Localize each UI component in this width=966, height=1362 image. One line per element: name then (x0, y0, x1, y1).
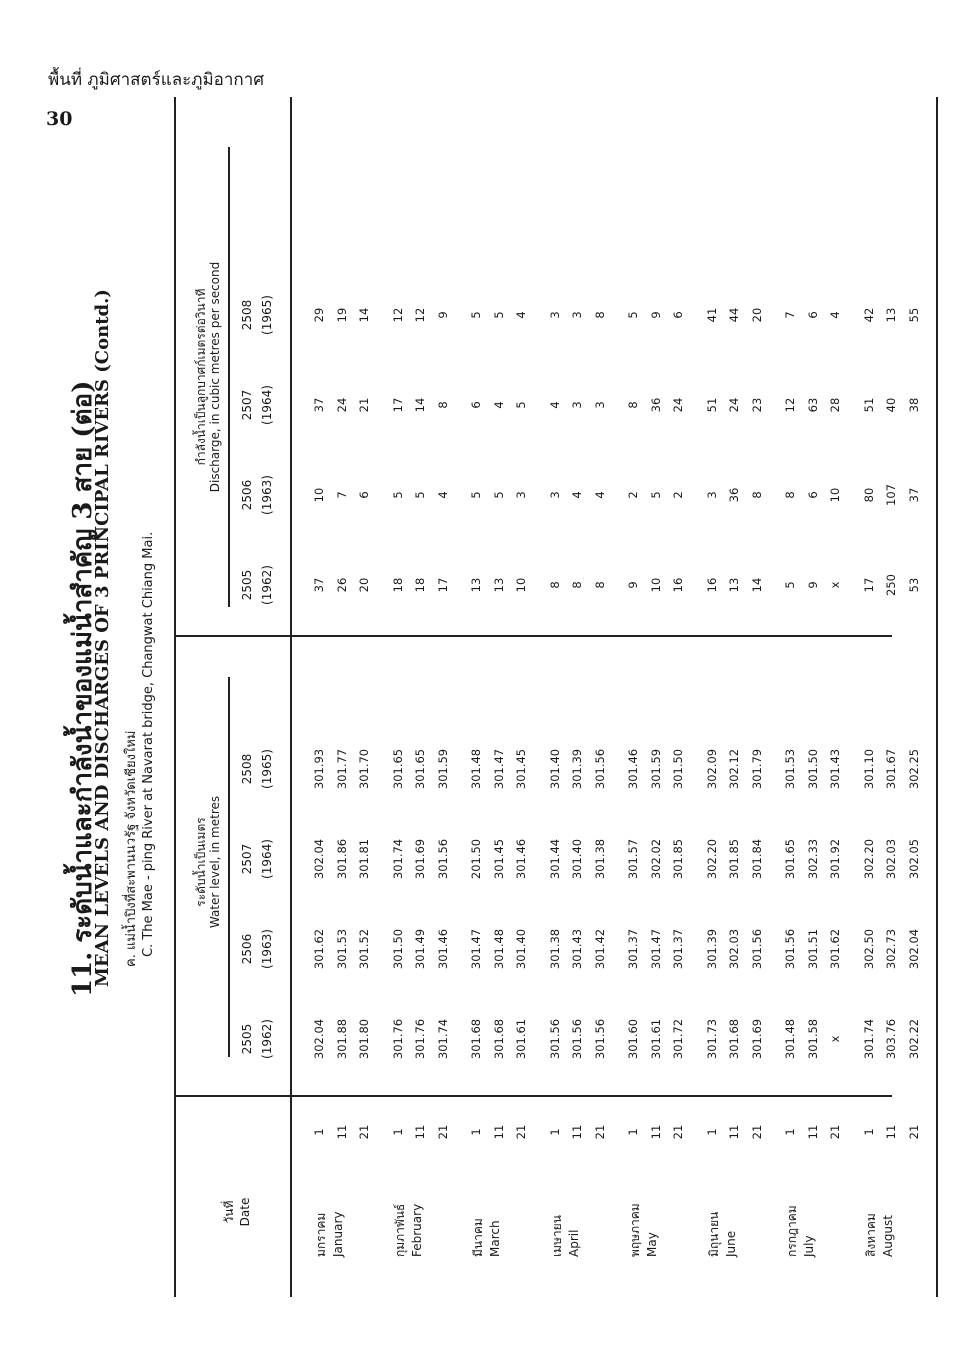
level-cell: 301.67 (884, 748, 898, 790)
table-title-thai: 11. ระดับน้ำและกำลังน้ำของแม่น้ำสำคัญ 3 สาย (ต่อ) (68, 380, 98, 997)
discharge-year-ce: (1964) (260, 385, 274, 425)
level-year-ce: (1965) (260, 749, 274, 789)
level-cell: 302.20 (861, 838, 876, 880)
level-cell: 301.38 (592, 838, 607, 880)
level-cell: 301.48 (491, 928, 506, 970)
level-cell: 301.74 (861, 1018, 876, 1060)
level-cell: 301.68 (491, 1018, 506, 1060)
discharge-cell: 5 (626, 311, 640, 319)
level-cell: 301.44 (547, 838, 562, 880)
level-cell: 301.39 (704, 928, 719, 970)
level-cell: 301.48 (469, 748, 483, 790)
level-cell: 301.53 (334, 928, 349, 970)
level-cell: 301.45 (491, 838, 506, 880)
level-cell: 302.25 (906, 748, 921, 790)
day-cell: 11 (413, 1124, 427, 1140)
discharge-cell: 8 (547, 581, 562, 589)
discharge-year-be: 2505 (240, 569, 254, 601)
discharge-cell: 16 (704, 577, 719, 593)
level-cell: 301.39 (570, 748, 584, 790)
discharge-cell: 26 (334, 577, 349, 593)
discharge-cell: 14 (749, 577, 764, 593)
discharge-cell: 5 (469, 491, 483, 499)
discharge-cell: 24 (334, 397, 349, 413)
discharge-cell: 55 (906, 307, 921, 323)
table-header-rule (290, 97, 292, 1297)
discharge-cell: 12 (413, 307, 427, 323)
discharge-cell: 21 (357, 397, 371, 413)
discharge-cell: 3 (592, 401, 607, 409)
discharge-cell: 5 (390, 491, 405, 499)
day-cell: 1 (783, 1128, 797, 1136)
level-cell: 301.93 (312, 748, 326, 790)
level-cell: 301.52 (357, 928, 371, 970)
day-cell: 21 (749, 1124, 764, 1140)
discharge-year-be: 2506 (240, 479, 254, 511)
discharge-cell: 5 (514, 401, 528, 409)
level-cell: 301.49 (413, 928, 427, 970)
discharge-cell: 8 (626, 401, 640, 409)
level-cell: 302.09 (704, 748, 719, 790)
level-cell: 302.05 (906, 838, 921, 880)
level-cell: 301.37 (671, 928, 685, 970)
page-number: 30 (46, 108, 73, 130)
discharge-cell: 41 (704, 307, 719, 323)
level-cell: 301.51 (805, 928, 820, 970)
day-cell: 11 (648, 1124, 663, 1140)
discharge-cell: 28 (828, 397, 842, 413)
level-cell: 301.59 (648, 748, 663, 790)
level-cell: 302.04 (312, 838, 326, 880)
level-year-ce: (1964) (260, 839, 274, 879)
discharge-cell: 8 (592, 581, 607, 589)
level-cell: 301.37 (626, 928, 640, 970)
day-cell: 1 (704, 1128, 719, 1136)
level-cell: 301.56 (547, 1018, 562, 1060)
table-subtitle-english: C. The Mae - ping River at Navarat bridge, Changwat Chiang Mai. (141, 531, 156, 957)
level-cell: 301.60 (626, 1018, 640, 1060)
discharge-cell: 6 (671, 311, 685, 319)
level-cell: 302.20 (704, 838, 719, 880)
discharge-cell: 3 (704, 491, 719, 499)
level-cell: 301.74 (390, 838, 405, 880)
month-name-thai: พฤษภาคม (628, 1203, 642, 1257)
discharge-cell: x (828, 581, 842, 589)
level-cell: 302.03 (884, 838, 898, 880)
discharge-cell: 29 (312, 307, 326, 323)
discharge-cell: 9 (805, 581, 820, 589)
discharge-cell: 4 (592, 491, 607, 499)
month-name-thai: กรกฎาคม (785, 1205, 799, 1257)
discharge-cell: 6 (805, 311, 820, 319)
discharge-cell: 10 (514, 577, 528, 593)
day-cell: 11 (727, 1124, 741, 1140)
discharge-year-ce: (1962) (260, 565, 274, 605)
water-level-header-english: Water level, in metres (208, 795, 222, 929)
level-cell: 301.56 (570, 1018, 584, 1060)
level-cell: 301.61 (514, 1018, 528, 1060)
level-cell: 301.84 (749, 838, 764, 880)
discharge-cell: 36 (648, 397, 663, 413)
level-cell: 302.03 (727, 928, 741, 970)
discharge-cell: 10 (648, 577, 663, 593)
level-cell: 301.50 (671, 748, 685, 790)
day-cell: 11 (805, 1124, 820, 1140)
level-cell: 301.80 (357, 1018, 371, 1060)
discharge-cell: 24 (727, 397, 741, 413)
level-cell: 301.65 (390, 748, 405, 790)
day-cell: 11 (884, 1124, 898, 1140)
discharge-cell: 37 (312, 577, 326, 593)
level-cell: x (828, 1035, 842, 1043)
level-cell: 301.81 (357, 838, 371, 880)
level-cell: 301.69 (749, 1018, 764, 1060)
discharge-cell: 3 (570, 401, 584, 409)
level-cell: 201.50 (469, 838, 483, 880)
discharge-cell: 53 (906, 577, 921, 593)
discharge-cell: 17 (861, 577, 876, 593)
discharge-cell: 51 (861, 397, 876, 413)
level-cell: 301.92 (828, 838, 842, 880)
level-cell: 301.85 (727, 838, 741, 880)
discharge-cell: 13 (884, 307, 898, 323)
discharge-cell: 6 (357, 491, 371, 499)
level-cell: 301.50 (390, 928, 405, 970)
discharge-cell: 5 (469, 311, 483, 319)
table-top-rule (174, 97, 176, 1297)
day-cell: 11 (334, 1124, 349, 1140)
day-cell: 1 (626, 1128, 640, 1136)
month-name-english: June (723, 1230, 738, 1257)
table-subtitle-thai: ค. แม่น้ำปิงที่สะพานนวรัฐ จังหวัดเชียงใหม่ (124, 730, 139, 967)
discharge-cell: 8 (435, 401, 450, 409)
level-cell: 301.58 (805, 1018, 820, 1060)
level-discharge-divider (174, 636, 892, 638)
discharge-cell: 18 (413, 577, 427, 593)
discharge-cell: 4 (514, 311, 528, 319)
level-cell: 301.74 (435, 1018, 450, 1060)
discharge-cell: 250 (884, 574, 898, 596)
discharge-cell: 12 (390, 307, 405, 323)
discharge-cell: 3 (514, 491, 528, 499)
level-cell: 301.56 (749, 928, 764, 970)
discharge-cell: 37 (312, 397, 326, 413)
level-cell: 301.47 (469, 928, 483, 970)
discharge-cell: 19 (334, 307, 349, 323)
discharge-cell: 7 (783, 311, 797, 319)
discharge-header-english: Discharge, in cubic metres per second (208, 261, 222, 493)
discharge-cell: 18 (390, 577, 405, 593)
level-cell: 301.43 (570, 928, 584, 970)
discharge-cell: 36 (727, 487, 741, 503)
level-cell: 301.76 (390, 1018, 405, 1060)
discharge-cell: 7 (334, 491, 349, 499)
discharge-cell: 9 (435, 311, 450, 319)
discharge-cell: 6 (469, 401, 483, 409)
discharge-cell: 17 (435, 577, 450, 593)
discharge-cell: 3 (547, 311, 562, 319)
discharge-cell: 10 (828, 487, 842, 503)
level-cell: 301.47 (648, 928, 663, 970)
level-cell: 302.12 (727, 748, 741, 790)
page-section-header: พื้นที่ ภูมิศาสตร์และภูมิอากาศ (48, 70, 265, 90)
discharge-cell: 5 (783, 581, 797, 589)
month-name-english: April (566, 1229, 581, 1257)
level-cell: 302.50 (861, 928, 876, 970)
discharge-header-thai: กำลังน้ำเป็นลูกบาศก์เมตรต่อวินาที (194, 288, 208, 466)
day-cell: 21 (435, 1124, 450, 1140)
level-cell: 301.57 (626, 838, 640, 880)
day-cell: 21 (514, 1124, 528, 1140)
level-year-ce: (1963) (260, 929, 274, 969)
level-cell: 301.50 (805, 748, 820, 790)
level-cell: 301.47 (491, 748, 506, 790)
discharge-year-ce: (1963) (260, 475, 274, 515)
table-bottom-rule (936, 97, 938, 1297)
month-name-english: May (645, 1232, 659, 1257)
month-name-thai: มิถุนายน (706, 1211, 721, 1257)
discharge-cell: 20 (749, 307, 764, 323)
discharge-cell: 17 (390, 397, 405, 413)
level-cell: 303.76 (884, 1018, 898, 1060)
month-name-thai: มกราคม (314, 1212, 328, 1257)
discharge-cell: 5 (648, 491, 663, 499)
level-cell: 301.46 (514, 838, 528, 880)
discharge-cell: 37 (906, 487, 921, 503)
level-cell: 302.22 (906, 1018, 921, 1060)
discharge-cell: 4 (547, 401, 562, 409)
level-cell: 301.56 (592, 748, 607, 790)
level-cell: 301.45 (514, 748, 528, 790)
discharge-cell: 13 (491, 577, 506, 593)
month-name-thai: มีนาคม (471, 1218, 485, 1257)
level-cell: 301.42 (592, 928, 607, 970)
discharge-cell: 24 (671, 397, 685, 413)
discharge-cell: 8 (570, 581, 584, 589)
discharge-cell: 14 (357, 307, 371, 323)
level-cell: 301.59 (435, 748, 450, 790)
day-cell: 21 (357, 1124, 371, 1140)
discharge-cell: 5 (491, 311, 506, 319)
level-cell: 301.65 (783, 838, 797, 880)
level-cell: 301.70 (357, 748, 371, 790)
level-cell: 301.48 (783, 1018, 797, 1060)
discharge-cell: 10 (312, 487, 326, 503)
discharge-cell: 107 (884, 484, 898, 506)
discharge-cell: 42 (861, 307, 876, 323)
level-cell: 301.40 (547, 748, 562, 790)
day-cell: 11 (491, 1124, 506, 1140)
level-cell: 301.88 (334, 1018, 349, 1060)
level-year-be: 2508 (240, 753, 254, 785)
level-cell: 301.46 (626, 748, 640, 790)
level-cell: 301.53 (783, 748, 797, 790)
level-cell: 301.76 (413, 1018, 427, 1060)
month-name-thai: เมษายน (549, 1215, 564, 1257)
level-cell: 301.43 (828, 748, 842, 790)
level-cell: 302.33 (805, 838, 820, 880)
level-cell: 301.85 (671, 838, 685, 880)
day-cell: 1 (547, 1128, 562, 1136)
date-header-english: Date (238, 1197, 252, 1227)
level-cell: 301.56 (435, 838, 450, 880)
date-column-rule (174, 1096, 892, 1098)
discharge-cell: 44 (727, 307, 741, 323)
day-cell: 21 (671, 1124, 685, 1140)
discharge-year-be: 2508 (240, 299, 254, 331)
water-level-header-thai: ระดับน้ำเป็นเมตร (194, 817, 208, 907)
day-cell: 21 (828, 1124, 842, 1140)
discharge-cell: 63 (805, 397, 820, 413)
level-cell: 302.04 (906, 928, 921, 970)
discharge-cell: 4 (435, 491, 450, 499)
month-name-english: July (802, 1235, 816, 1257)
discharge-cell: 14 (413, 397, 427, 413)
level-cell: 301.61 (648, 1018, 663, 1060)
level-year-be: 2507 (240, 843, 254, 875)
level-year-ce: (1962) (260, 1019, 274, 1059)
level-subheader-rule (228, 677, 230, 1057)
discharge-cell: 20 (357, 577, 371, 593)
level-year-be: 2505 (240, 1023, 254, 1055)
day-cell: 11 (570, 1124, 584, 1140)
discharge-cell: 23 (749, 397, 764, 413)
month-name-thai: กุมภาพันธ์ (392, 1203, 407, 1257)
month-name-english: August (880, 1215, 895, 1257)
day-cell: 1 (390, 1128, 405, 1136)
discharge-cell: 13 (727, 577, 741, 593)
discharge-cell: 8 (783, 491, 797, 499)
level-cell: 301.62 (312, 928, 326, 970)
level-cell: 301.65 (413, 748, 427, 790)
month-name-english: February (409, 1203, 424, 1257)
level-cell: 301.79 (749, 748, 764, 790)
data-table (174, 82, 921, 1297)
day-cell: 21 (906, 1124, 921, 1140)
discharge-cell: 5 (413, 491, 427, 499)
level-cell: 301.46 (435, 928, 450, 970)
discharge-cell: 9 (648, 311, 663, 319)
discharge-cell: 3 (547, 491, 562, 499)
discharge-cell: 2 (626, 491, 640, 499)
discharge-cell: 3 (570, 311, 584, 319)
level-cell: 301.38 (547, 928, 562, 970)
level-cell: 301.73 (704, 1018, 719, 1060)
discharge-cell: 5 (491, 491, 506, 499)
date-header-thai: วันที่ (222, 1200, 236, 1224)
discharge-cell: 12 (783, 397, 797, 413)
discharge-subheader-rule (228, 147, 230, 607)
month-name-english: March (488, 1220, 502, 1257)
month-name-english: January (331, 1211, 345, 1257)
discharge-cell: 40 (884, 397, 898, 413)
month-name-thai: สิงหาคม (863, 1213, 878, 1257)
discharge-cell: 38 (906, 397, 921, 413)
table-title-english: MEAN LEVELS AND DISCHARGES OF 3 PRINCIPAL RIVERS (Contd.) (92, 289, 113, 987)
level-cell: 301.86 (334, 838, 349, 880)
discharge-cell: 9 (626, 581, 640, 589)
level-cell: 302.04 (312, 1018, 326, 1060)
level-cell: 301.69 (413, 838, 427, 880)
level-cell: 301.40 (570, 838, 584, 880)
level-cell: 301.10 (861, 748, 876, 790)
level-cell: 301.56 (783, 928, 797, 970)
discharge-cell: 51 (704, 397, 719, 413)
discharge-cell: 2 (671, 491, 685, 499)
discharge-cell: 8 (749, 491, 764, 499)
rotated-table-page (62, 82, 921, 1297)
level-cell: 301.77 (334, 748, 349, 790)
discharge-year-ce: (1965) (260, 295, 274, 335)
level-cell: 301.40 (514, 928, 528, 970)
discharge-cell: 13 (469, 577, 483, 593)
discharge-year-be: 2507 (240, 389, 254, 421)
discharge-cell: 4 (570, 491, 584, 499)
level-cell: 302.02 (648, 838, 663, 880)
discharge-cell: 80 (861, 487, 876, 503)
discharge-cell: 6 (805, 491, 820, 499)
discharge-cell: 4 (828, 311, 842, 319)
level-cell: 301.62 (828, 928, 842, 970)
discharge-cell: 16 (671, 577, 685, 593)
level-cell: 302.73 (884, 928, 898, 970)
level-cell: 301.68 (727, 1018, 741, 1060)
discharge-cell: 4 (491, 401, 506, 409)
discharge-cell: 8 (592, 311, 607, 319)
day-cell: 21 (592, 1124, 607, 1140)
level-cell: 301.72 (671, 1018, 685, 1060)
level-cell: 301.56 (592, 1018, 607, 1060)
level-cell: 301.68 (469, 1018, 483, 1060)
day-cell: 1 (861, 1128, 876, 1136)
day-cell: 1 (312, 1128, 326, 1136)
level-year-be: 2506 (240, 933, 254, 965)
day-cell: 1 (469, 1128, 483, 1136)
